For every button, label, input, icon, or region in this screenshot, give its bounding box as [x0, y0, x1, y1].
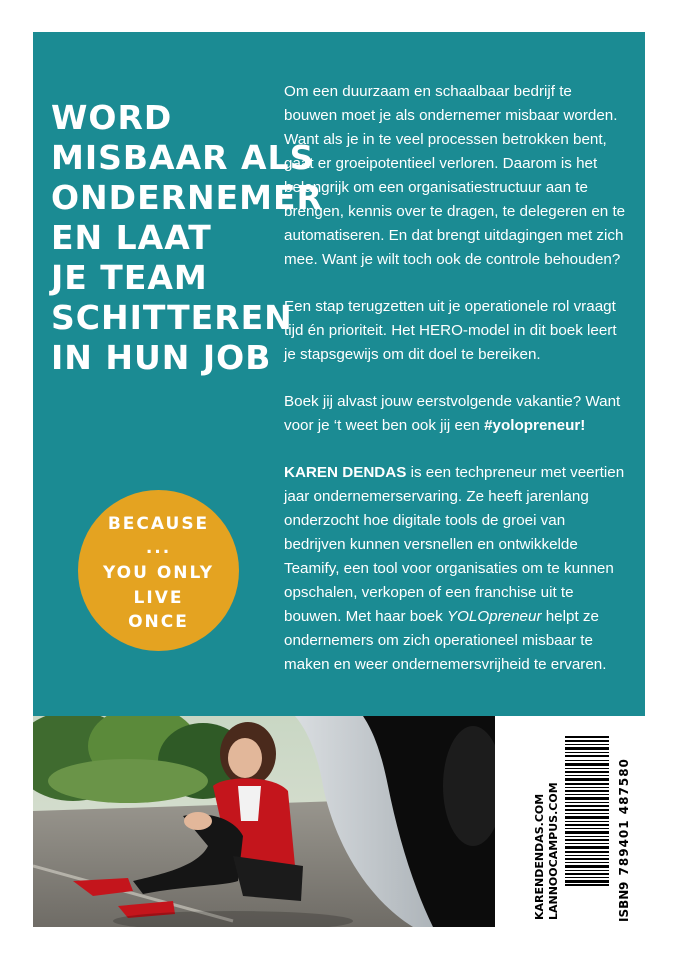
title-line: MISBAAR ALS: [51, 138, 315, 177]
title-line: ONDERNEMER: [51, 178, 323, 217]
website-karendendas: KARENDENDAS.COM: [533, 793, 546, 920]
isbn-number: 9 789401 487580: [617, 758, 631, 890]
title-line: WORD: [51, 98, 173, 137]
yolo-badge: [78, 490, 239, 651]
badge-line: LIVE: [133, 588, 184, 608]
author-name: KAREN DENDAS: [284, 464, 407, 481]
title-line: EN LAAT: [51, 218, 212, 257]
badge-line: ONCE: [128, 612, 189, 632]
paragraph-hero-model: Een stap terugzetten uit je operationele rol vraagt tijd én prioriteit. Het HERO-model in dit boek leert je stapsgewijs om dit doel te bereiken.: [284, 298, 617, 363]
book-title: [51, 98, 323, 378]
title-line: IN HUN JOB: [51, 338, 272, 377]
title-line: JE TEAM: [51, 258, 208, 297]
vacation-text: Boek jij alvast jouw eerstvolgende vakantie? Want voor je ‘t weet ben ook jij een: [284, 393, 621, 434]
hashtag: #yolopreneur!: [484, 417, 586, 434]
title-line: SCHITTEREN: [51, 298, 293, 337]
barcode: [563, 736, 615, 886]
website-lannoocampus: LANNOOCAMPUS.COM: [547, 782, 560, 920]
author-photo: [33, 716, 495, 927]
badge-line: YOU ONLY: [102, 563, 215, 583]
paragraph-author-bio: [284, 461, 629, 677]
paragraph-intro: Om een duurzaam en schaalbaar bedrijf te bouwen moet je als ondernemer misbaar worden. Want als je in te veel processen betrokken bent, gaat er groeipotentieel verloren. Daarom is het belangrijk om een organisatiestructuur aan te brengen, kennis over te dragen, te delegeren en te automatiseren. En dat brengt uitdagingen met zich mee. Want je wilt toch ook de controle behouden?: [284, 83, 626, 268]
barcode-area: [495, 716, 645, 927]
badge-line: BECAUSE: [107, 514, 210, 534]
back-cover-blurb: [284, 80, 629, 700]
bio-text-a: is een techpreneur met veertien jaar ondernemerservaring. Ze heeft jarenlang onderzocht hoe digitale tools de groei van bedrijven kunnen versnellen en ontwikkelde Teamify, een tool voor organisaties om te kunnen opschalen, verkopen of een franchise uit te bouwen. Met haar boek: [284, 464, 625, 625]
book-name: YOLOpreneur: [446, 608, 542, 625]
paragraph-vacation: [284, 390, 629, 438]
badge-line: ...: [145, 538, 172, 558]
bio-text-b: helpt ze ondernemers om zich operationeel misbaar te maken en weer ondernemersvrijheid te ervaren.: [284, 608, 607, 673]
isbn-label: ISBN: [617, 889, 631, 922]
